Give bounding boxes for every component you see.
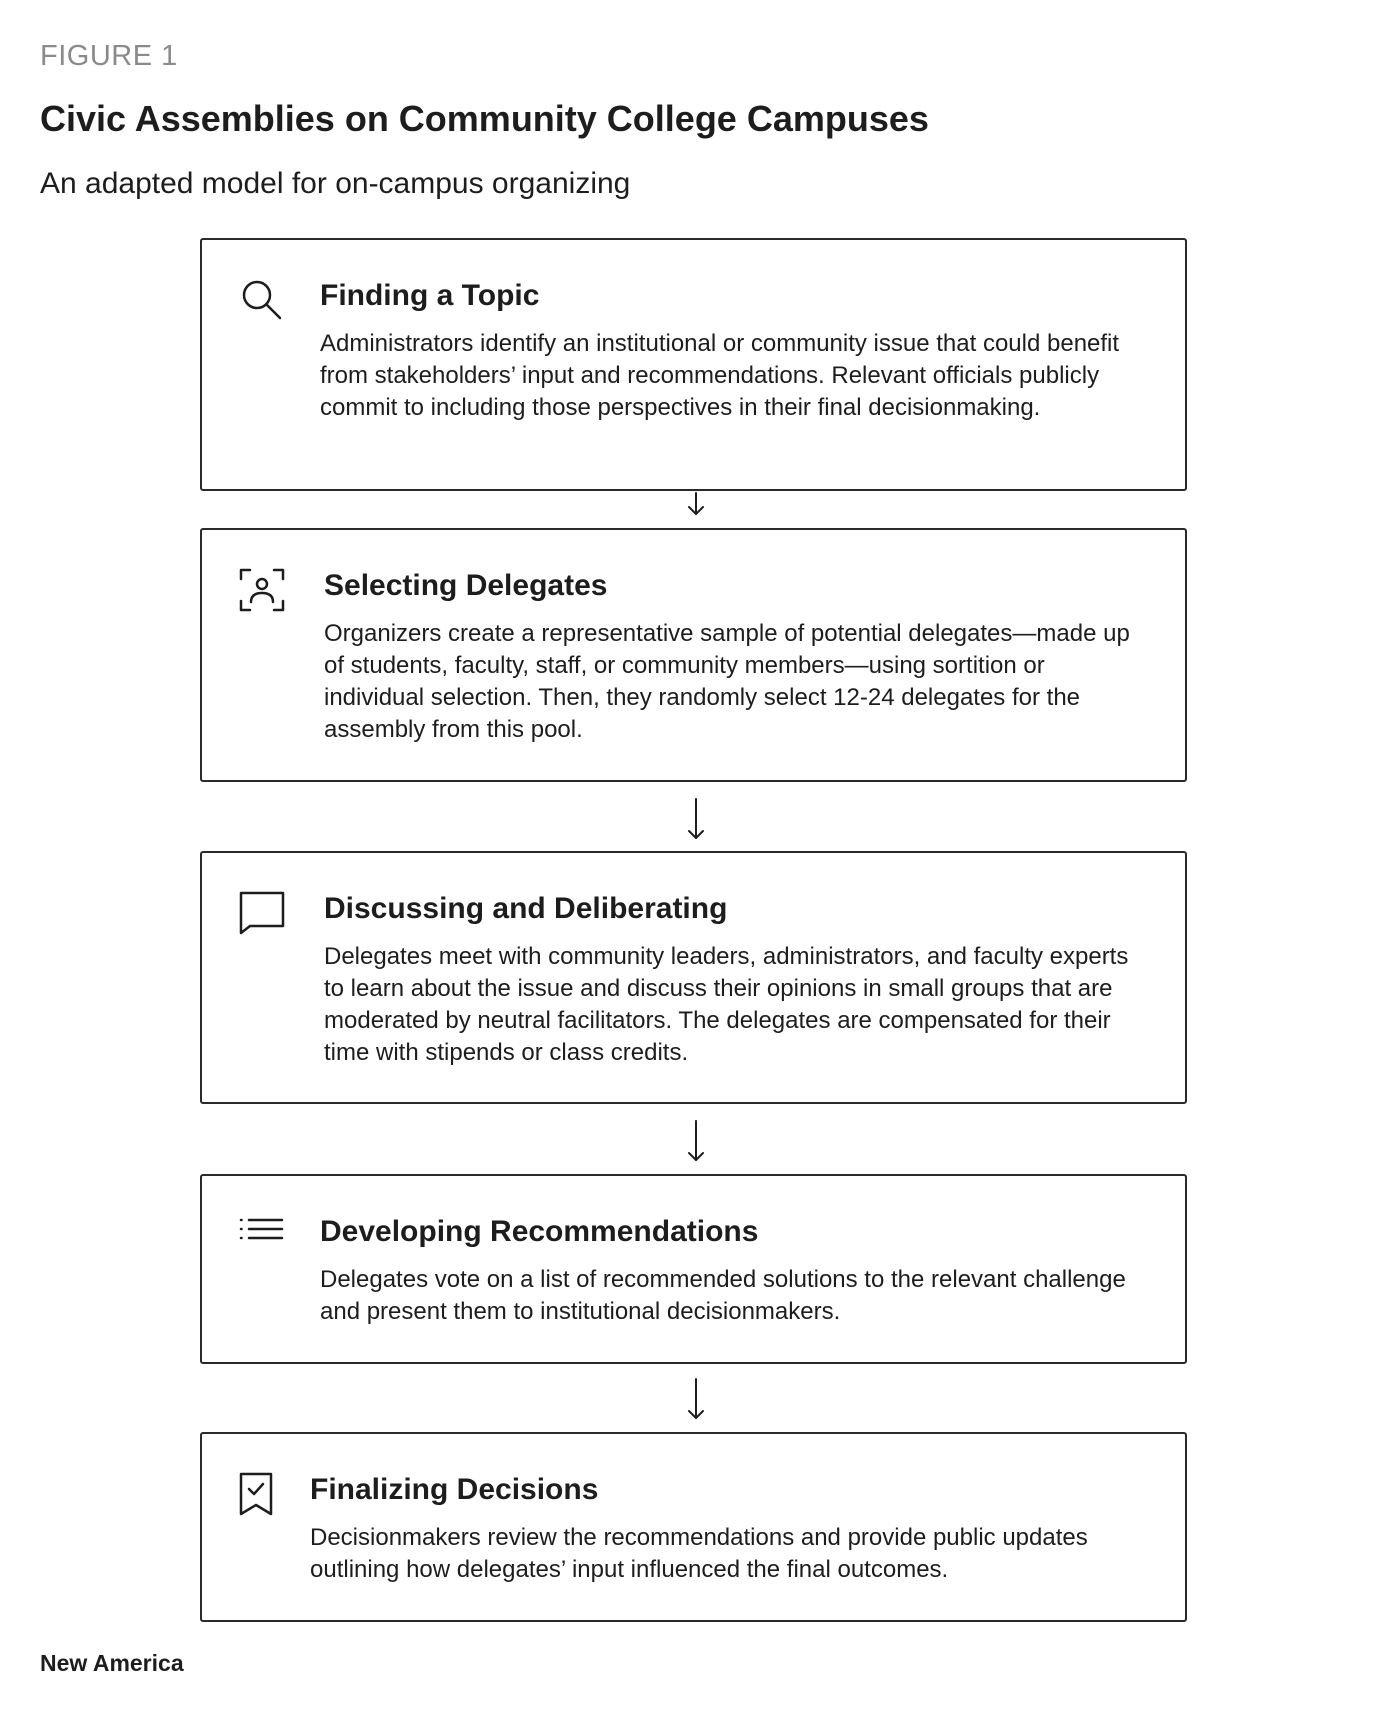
page-title: Civic Assemblies on Community College Campuses: [40, 98, 929, 139]
step-content: [320, 1214, 1149, 1328]
step-content: [324, 891, 1149, 1069]
page-subtitle: An adapted model for on-campus organizing: [40, 167, 631, 200]
step-title: Developing Recommendations: [320, 1215, 759, 1248]
step-description: Administrators identify an institutional or community issue that could benefit from stakeholders’ input and recommendations. Relevant officials publicly commit to including those perspectives in their final decisionmaking.: [320, 330, 1120, 421]
step-finding-a-topic: [200, 238, 1187, 491]
step-title: Finding a Topic: [320, 279, 540, 312]
step-title: Discussing and Deliberating: [324, 892, 728, 925]
list-icon: [238, 1212, 286, 1260]
step-developing-recommendations: [200, 1174, 1187, 1364]
step-description: Delegates vote on a list of recommended solutions to the relevant challenge and present them to institutional decisionmakers.: [320, 1266, 1126, 1325]
source-credit: New America: [40, 1650, 184, 1676]
step-description: Delegates meet with community leaders, administrators, and faculty experts to learn about the issue and discuss their opinions in small groups that are moderated by neutral facilitators. The delegates are compensated for their time with stipends or class credits.: [324, 943, 1129, 1066]
step-description: Decisionmakers review the recommendations and provide public updates outlining how delegates’ input influenced the final outcomes.: [310, 1524, 1088, 1583]
arrow-down-icon: [684, 492, 708, 516]
person-focus-icon: [238, 566, 286, 614]
step-selecting-delegates: [200, 528, 1187, 782]
figure-label: FIGURE 1: [40, 40, 178, 72]
step-content: [320, 278, 1149, 424]
step-title: Selecting Delegates: [324, 569, 608, 602]
arrow-down-icon: [684, 1378, 708, 1420]
search-icon: [238, 276, 286, 324]
arrow-down-icon: [684, 798, 708, 840]
step-content: [310, 1472, 1149, 1586]
step-finalizing-decisions: [200, 1432, 1187, 1622]
step-title: Finalizing Decisions: [310, 1473, 599, 1506]
chat-bubble-icon: [238, 889, 286, 937]
arrow-down-icon: [684, 1120, 708, 1162]
step-description: Organizers create a representative sample of potential delegates—made up of students, faculty, staff, or community members—using sortition or individual selection. Then, they randomly select 12-24 delegates for the assembly from this pool.: [324, 620, 1130, 743]
step-discussing-and-deliberating: [200, 851, 1187, 1104]
bookmark-check-icon: [238, 1470, 286, 1518]
step-content: [324, 568, 1149, 746]
